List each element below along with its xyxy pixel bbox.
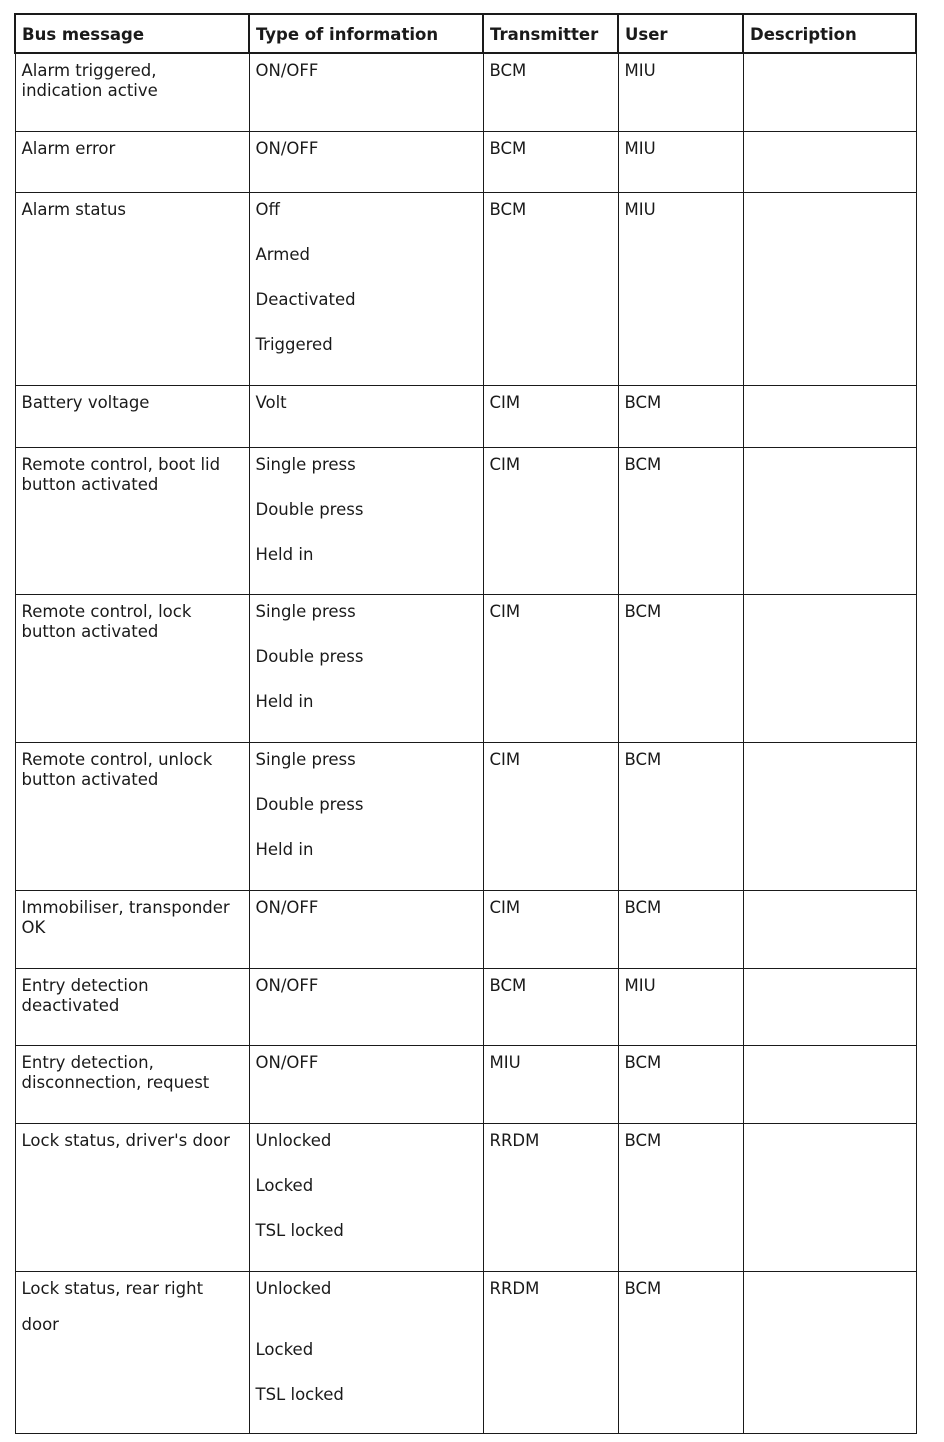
header-type-of-information: Type of information xyxy=(249,14,483,53)
transmitter-cell: BCM xyxy=(483,131,618,192)
info-value: Volt xyxy=(255,392,287,412)
transmitter-cell: RRDM xyxy=(483,1271,618,1433)
bus-message-cell xyxy=(15,1045,249,1123)
bus-message-text: Entry detection deactivated xyxy=(21,975,149,1015)
user-cell: BCM xyxy=(618,594,743,742)
transmitter-cell: CIM xyxy=(483,742,618,890)
info-value: Deactivated xyxy=(255,289,356,309)
bus-message-text: Lock status, rear right door xyxy=(21,1278,204,1334)
bus-message-cell xyxy=(15,53,249,131)
info-value: ON/OFF xyxy=(255,975,319,995)
bus-message-cell xyxy=(15,1271,249,1433)
type-of-information-cell xyxy=(249,742,483,890)
info-value: Single press xyxy=(255,454,356,474)
transmitter-cell: CIM xyxy=(483,385,618,447)
bus-message-cell xyxy=(15,742,249,890)
type-of-information-cell xyxy=(249,968,483,1045)
description-cell xyxy=(743,890,916,968)
info-value: ON/OFF xyxy=(255,61,319,80)
bus-message-text: Immobiliser, transponder OK xyxy=(21,897,230,937)
type-of-information-cell xyxy=(249,890,483,968)
type-of-information-cell xyxy=(249,131,483,192)
transmitter-cell: CIM xyxy=(483,447,618,594)
transmitter-cell: BCM xyxy=(483,968,618,1045)
bus-message-cell: Alarm error xyxy=(15,131,249,192)
type-of-information-cell xyxy=(249,594,483,742)
info-value: ON/OFF xyxy=(255,897,319,917)
user-cell: BCM xyxy=(618,447,743,594)
info-value: Held in xyxy=(255,839,314,859)
bus-message-cell: Battery voltage xyxy=(15,385,249,447)
bus-message-table xyxy=(14,13,917,1434)
header-row xyxy=(15,14,916,53)
table-row xyxy=(15,131,916,192)
user-cell: BCM xyxy=(618,1271,743,1433)
table-row xyxy=(15,890,916,968)
header-description: Description xyxy=(743,14,916,53)
bus-message-text: Entry detection, disconnection, request xyxy=(21,1052,210,1092)
info-value: Held in xyxy=(255,544,314,564)
info-value: Armed xyxy=(255,244,310,264)
transmitter-cell: BCM xyxy=(483,53,618,131)
table-row xyxy=(15,1123,916,1271)
table-row xyxy=(15,53,916,131)
info-value: ON/OFF xyxy=(255,1052,319,1072)
transmitter-cell: MIU xyxy=(483,1045,618,1123)
description-cell xyxy=(743,131,916,192)
info-value: ON/OFF xyxy=(255,138,319,158)
user-cell: BCM xyxy=(618,1045,743,1123)
info-value: Double press xyxy=(255,646,364,666)
info-value: Unlocked xyxy=(255,1130,332,1150)
info-value: Single press xyxy=(255,601,356,621)
description-cell xyxy=(743,1123,916,1271)
table-row xyxy=(15,742,916,890)
description-cell xyxy=(743,1271,916,1433)
user-cell: BCM xyxy=(618,1123,743,1271)
table-row xyxy=(15,385,916,447)
bus-message-text: Alarm triggered, indication active xyxy=(21,61,158,100)
description-cell xyxy=(743,594,916,742)
bus-message-cell: Alarm status xyxy=(15,192,249,385)
header-bus-message: Bus message xyxy=(15,14,249,53)
user-cell: MIU xyxy=(618,53,743,131)
user-cell: MIU xyxy=(618,131,743,192)
description-cell xyxy=(743,968,916,1045)
bus-message-cell xyxy=(15,890,249,968)
transmitter-cell: CIM xyxy=(483,594,618,742)
header-transmitter: Transmitter xyxy=(483,14,618,53)
info-value: Held in xyxy=(255,691,314,711)
bus-message-cell xyxy=(15,594,249,742)
table-row xyxy=(15,192,916,385)
info-value: Locked xyxy=(255,1175,314,1195)
info-value: Single press xyxy=(255,749,356,769)
description-cell xyxy=(743,192,916,385)
bus-message-text: Remote control, unlock button activated xyxy=(21,749,213,789)
user-cell: MIU xyxy=(618,968,743,1045)
info-value: Double press xyxy=(255,794,364,814)
user-cell: MIU xyxy=(618,192,743,385)
description-cell xyxy=(743,385,916,447)
bus-message-text: Remote control, boot lid button activated xyxy=(21,454,221,494)
type-of-information-cell xyxy=(249,447,483,594)
description-cell xyxy=(743,53,916,131)
description-cell xyxy=(743,1045,916,1123)
type-of-information-cell xyxy=(249,385,483,447)
type-of-information-cell xyxy=(249,192,483,385)
transmitter-cell: CIM xyxy=(483,890,618,968)
info-value: Triggered xyxy=(255,334,333,354)
info-value: TSL locked xyxy=(255,1384,344,1404)
info-value: Off xyxy=(255,199,280,219)
type-of-information-cell xyxy=(249,1045,483,1123)
bus-message-cell xyxy=(15,447,249,594)
info-value: Unlocked xyxy=(255,1278,332,1298)
info-value: TSL locked xyxy=(255,1220,344,1240)
user-cell: BCM xyxy=(618,385,743,447)
info-value: Locked xyxy=(255,1339,314,1359)
bus-message-cell: Lock status, driver's door xyxy=(15,1123,249,1271)
description-cell xyxy=(743,742,916,890)
type-of-information-cell xyxy=(249,53,483,131)
info-value: Double press xyxy=(255,499,364,519)
transmitter-cell: BCM xyxy=(483,192,618,385)
table-row xyxy=(15,1045,916,1123)
type-of-information-cell xyxy=(249,1123,483,1271)
table-row xyxy=(15,594,916,742)
header-user: User xyxy=(618,14,743,53)
transmitter-cell: RRDM xyxy=(483,1123,618,1271)
table-row xyxy=(15,447,916,594)
table-row xyxy=(15,968,916,1045)
description-cell xyxy=(743,447,916,594)
bus-message-text: Remote control, lock button activated xyxy=(21,601,192,641)
type-of-information-cell xyxy=(249,1271,483,1433)
bus-message-cell xyxy=(15,968,249,1045)
table-row xyxy=(15,1271,916,1433)
user-cell: BCM xyxy=(618,890,743,968)
user-cell: BCM xyxy=(618,742,743,890)
